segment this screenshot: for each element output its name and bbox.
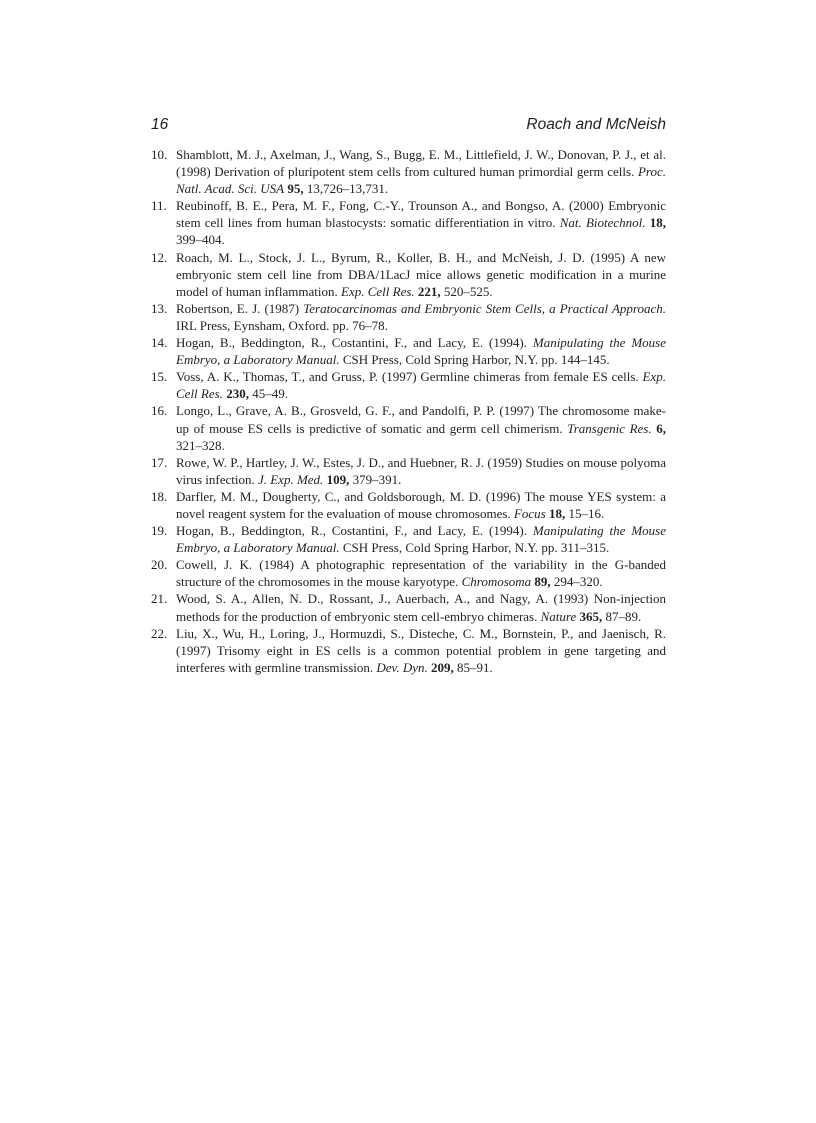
reference-volume: 18, <box>548 505 566 521</box>
reference-text: 294–320. <box>550 574 603 590</box>
reference-text: 85–91. <box>453 659 493 675</box>
reference-number: 10. <box>151 147 168 162</box>
reference-source-title: Chromosoma <box>461 574 532 590</box>
reference-text: CSH Press, Cold Spring Harbor, N.Y. pp. 311–315. <box>339 540 610 556</box>
reference-number: 20. <box>151 557 168 573</box>
reference-volume: 209, <box>431 659 454 675</box>
reference-text: Shamblott, M. J., Axelman, J., Wang, S., Bugg, E. M., Littlefield, J. W., Donovan, P. J., et al. (1998) Derivation of pluripotent stem cells from cultured human primordial germ cells. <box>176 147 666 180</box>
reference-volume: 109, <box>326 471 350 487</box>
reference-volume: 365, <box>579 608 603 624</box>
reference-source-title: Focus <box>513 505 546 521</box>
reference-text: 399–404. <box>176 232 225 248</box>
reference-item <box>151 300 666 334</box>
reference-volume: 6, <box>656 420 667 436</box>
running-title: Roach and McNeish <box>526 116 666 133</box>
reference-text: Hogan, B., Beddington, R., Costantini, F., and Lacy, E. (1994). <box>176 523 533 539</box>
page-number: 16 <box>151 116 169 133</box>
reference-text: 87–89. <box>602 608 642 624</box>
reference-text: Wood, S. A., Allen, N. D., Rossant, J., Auerbach, A., and Nagy, A. (1993) Non-injection methods for the production of embryonic stem cell-embryo chimeras. <box>176 591 666 624</box>
reference-item <box>151 454 666 488</box>
reference-number: 15. <box>151 369 168 385</box>
reference-text: Roach, M. L., Stock, J. L., Byrum, R., Koller, B. H., and McNeish, J. D. (1995) A new embryonic stem cell line from DBA/1LacJ mice allows genetic modification in a murine model of human inflammation. <box>176 249 666 299</box>
reference-item <box>151 488 666 522</box>
reference-volume: 89, <box>534 574 551 590</box>
reference-volume: 95, <box>287 181 304 197</box>
reference-list <box>151 146 666 676</box>
reference-item <box>151 625 666 676</box>
reference-source-title: Exp. Cell Res. <box>341 283 415 299</box>
reference-source-title: Nature <box>540 608 577 624</box>
reference-item <box>151 368 666 402</box>
reference-text: 379–391. <box>349 471 402 487</box>
reference-source-title: Nat. Biotechnol. <box>559 215 646 231</box>
reference-item <box>151 197 666 248</box>
reference-text: Longo, L., Grave, A. B., Grosveld, G. F., and Pandolfi, P. P. (1997) The chromosome make-up of mouse ES cells is predictive of somatic and germ cell chimerism. <box>176 403 666 436</box>
reference-volume: 18, <box>649 215 667 231</box>
reference-text: Reubinoff, B. E., Pera, M. F., Fong, C.-Y., Trounson A., and Bongso, A. (2000) Embryonic stem cell lines from human blastocysts: somatic differentiation in vitro. <box>176 198 666 231</box>
reference-number: 19. <box>151 523 168 539</box>
reference-text: IRL Press, Eynsham, Oxford. pp. 76–78. <box>176 317 388 333</box>
reference-source-title: J. Exp. Med. <box>257 471 324 487</box>
reference-number: 14. <box>151 335 168 351</box>
reference-text: Liu, X., Wu, H., Loring, J., Hormuzdi, S., Disteche, C. M., Bornstein, P., and Jaenisch, R. (1997) Trisomy eight in ES cells is a common potential problem in gene targeting and interferes with germline transmission. <box>176 625 666 675</box>
reference-text: Rowe, W. P., Hartley, J. W., Estes, J. D., and Huebner, R. J. (1959) Studies on mouse polyoma virus infection. <box>176 454 666 487</box>
reference-number: 16. <box>151 403 168 419</box>
reference-item <box>151 556 666 590</box>
reference-number: 22. <box>151 625 168 641</box>
reference-number: 18. <box>151 488 168 504</box>
running-head <box>151 112 666 138</box>
reference-source-title: Transgenic Res. <box>567 420 652 436</box>
reference-text: CSH Press, Cold Spring Harbor, N.Y. pp. 144–145. <box>339 352 610 368</box>
reference-item <box>151 522 666 556</box>
reference-text: Cowell, J. K. (1984) A photographic representation of the variability in the G-banded structure of the chromosomes in the mouse karyotype. <box>176 557 666 590</box>
book-page <box>151 112 666 676</box>
reference-text: 13,726–13,731. <box>303 181 389 197</box>
reference-item <box>151 334 666 368</box>
reference-item <box>151 249 666 300</box>
reference-number: 21. <box>151 591 168 607</box>
reference-source-title: Dev. Dyn. <box>376 659 428 675</box>
reference-volume: 230, <box>226 386 249 402</box>
reference-volume: 221, <box>417 283 441 299</box>
reference-number: 12. <box>151 249 168 265</box>
reference-item <box>151 146 666 197</box>
reference-source-title: Manipulating the Mouse Embryo, a Laboratory Manual. <box>176 523 666 556</box>
reference-item <box>151 402 666 453</box>
reference-item <box>151 590 666 624</box>
reference-number: 11. <box>151 198 167 214</box>
reference-source-title: Proc. Natl. Acad. Sci. USA <box>176 164 666 197</box>
reference-text: 45–49. <box>248 386 288 402</box>
reference-source-title: Manipulating the Mouse Embryo, a Laboratory Manual. <box>176 335 666 368</box>
reference-number: 17. <box>151 454 168 470</box>
reference-text: Darfler, M. M., Dougherty, C., and Goldsborough, M. D. (1996) The mouse YES system: a novel reagent system for the evaluation of mouse chromosomes. <box>176 488 666 521</box>
reference-source-title: Teratocarcinomas and Embryonic Stem Cells, a Practical Approach. <box>303 300 666 316</box>
reference-text: Hogan, B., Beddington, R., Costantini, F., and Lacy, E. (1994). <box>176 335 533 351</box>
reference-source-title: Exp. Cell Res. <box>176 369 666 402</box>
reference-number: 13. <box>151 300 168 316</box>
reference-text: 321–328. <box>176 437 225 453</box>
reference-text: Robertson, E. J. (1987) <box>176 300 304 316</box>
reference-text: 15–16. <box>565 505 605 521</box>
reference-text: 520–525. <box>440 283 493 299</box>
reference-text: Voss, A. K., Thomas, T., and Gruss, P. (1997) Germline chimeras from female ES cells. <box>176 369 643 385</box>
